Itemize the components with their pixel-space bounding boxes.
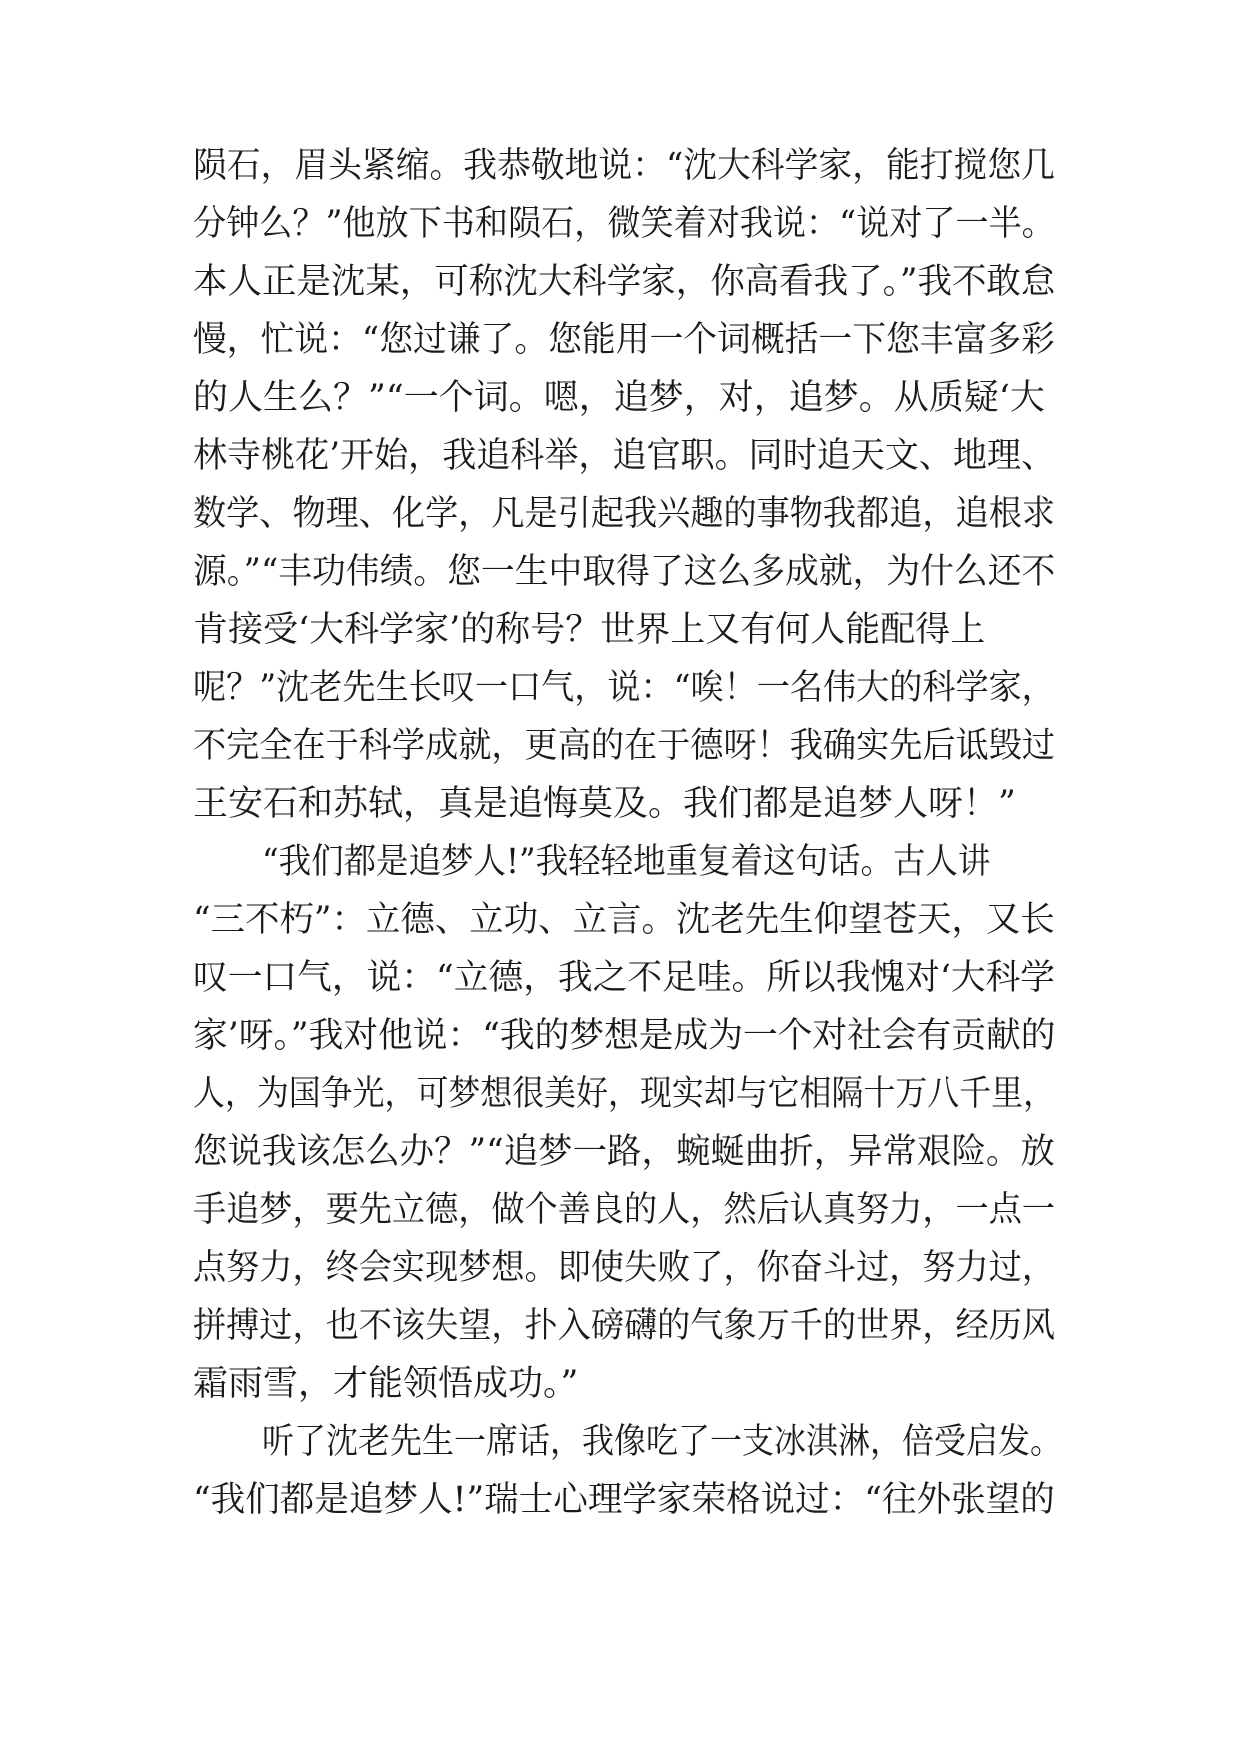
text-line: 慢，忙说：“您过谦了。您能用一个词概括一下您丰富多彩: [193, 320, 1055, 360]
text-line: 的人生么？”“一个词。嗯，追梦，对，追梦。从质疑‘大: [193, 378, 1045, 418]
text-line: 源。”“丰功伟绩。您一生中取得了这么多成就，为什么还不: [193, 552, 1056, 592]
text-line: 呢？”沈老先生长叹一口气，说：“唉！一名伟大的科学家，: [193, 668, 1055, 708]
text-line: 人，为国争光，可梦想很美好，现实却与它相隔十万八千里，: [193, 1074, 1056, 1114]
text-line: 霜雨雪，才能领悟成功。”: [193, 1364, 579, 1404]
text-line: 陨石，眉头紧缩。我恭敬地说：“沈大科学家，能打搅您几: [193, 146, 1055, 186]
text-line: 数学、物理、化学，凡是引起我兴趣的事物我都追，追根求: [193, 494, 1056, 534]
text-line: 家’呀。”我对他说：“我的梦想是成为一个对社会有贡献的: [193, 1016, 1056, 1056]
text-line: 手追梦，要先立德，做个善良的人，然后认真努力，一点一: [193, 1190, 1056, 1230]
text-line: 林寺桃花’开始，我追科举，追官职。同时追天文、地理、: [193, 436, 1056, 476]
text-line: “我们都是追梦人!”瑞士心理学家荣格说过：“往外张望的: [193, 1480, 1055, 1520]
text-line: 您说我该怎么办？”“追梦一路，蜿蜒曲折，异常艰险。放: [193, 1132, 1055, 1172]
paragraph-first-line: “我们都是追梦人!”我轻轻地重复着这句话。古人讲: [262, 842, 991, 882]
text-line: “三不朽”：立德、立功、立言。沈老先生仰望苍天，又长: [193, 900, 1055, 940]
text-line: 拼搏过，也不该失望，扑入磅礴的气象万千的世界，经历风: [193, 1306, 1056, 1346]
text-line: 肯接受‘大科学家’的称号？世界上又有何人能配得上: [193, 610, 986, 650]
text-line: 本人正是沈某，可称沈大科学家，你高看我了。”我不敢怠: [193, 262, 1056, 302]
paragraph-first-line: 听了沈老先生一席话，我像吃了一支冰淇淋，倍受启发。: [262, 1422, 1063, 1462]
text-line: 叹一口气，说：“立德，我之不足哇。所以我愧对‘大科学: [193, 958, 1056, 998]
text-line: 点努力，终会实现梦想。即使失败了，你奋斗过，努力过，: [193, 1248, 1056, 1288]
text-line: 不完全在于科学成就，更高的在于德呀！我确实先后诋毁过: [193, 726, 1056, 766]
text-line: 分钟么？”他放下书和陨石，微笑着对我说：“说对了一半。: [193, 204, 1055, 244]
text-line: 王安石和苏轼，真是追悔莫及。我们都是追梦人呀！”: [193, 784, 1016, 824]
